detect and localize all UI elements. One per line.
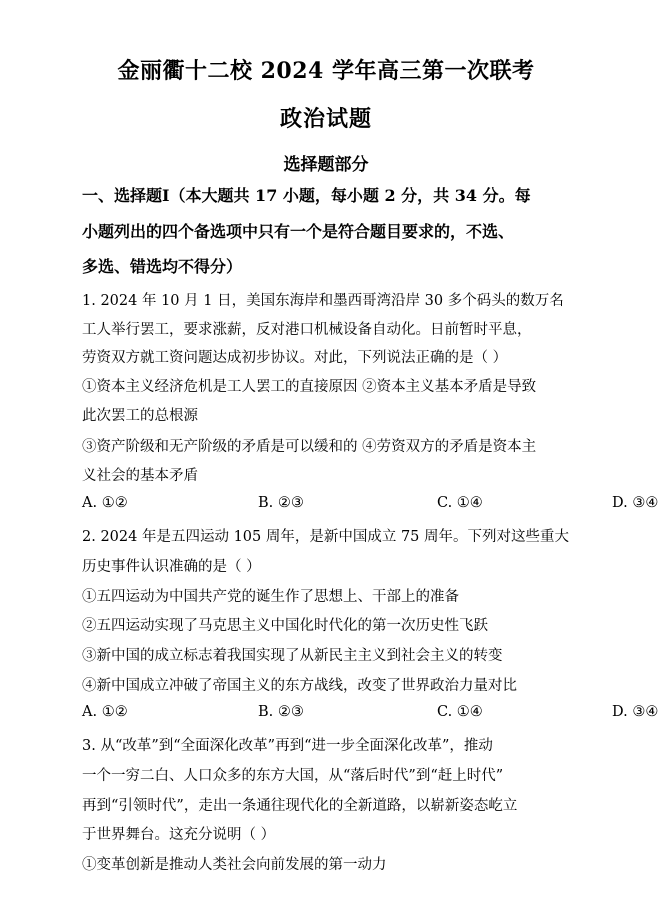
section-line: 小题列出的四个备选项中只有一个是符合题目要求的，不选、 xyxy=(82,222,515,241)
question-text-line: ③资产阶级和无产阶级的矛盾是可以缓和的 ④劳资双方的矛盾是资本主 xyxy=(82,439,537,455)
section-line: 多选、错选均不得分） xyxy=(82,257,243,276)
question-text-line: 再到“引领时代”，走出一条通往现代化的全新道路，以崭新姿态屹立 xyxy=(82,798,518,814)
question-text-line: 1. 2024 年 10 月 1 日，美国东海岸和墨西哥湾沿岸 30 多个码头的数万名 xyxy=(82,293,564,309)
question-text-line: 工人举行罢工，要求涨薪，反对港口机械设备自动化。日前暂时平息， xyxy=(82,322,532,338)
option-c: C. ①④ xyxy=(437,704,483,720)
option-c: C. ①④ xyxy=(437,495,483,511)
section-line: 一、选择题Ⅰ（本大题共 17 小题，每小题 2 分，共 34 分。每 xyxy=(82,186,531,205)
question-text-line: 此次罢工的总根源 xyxy=(82,408,198,424)
question-text-line: ①资本主义经济危机是工人罢工的直接原因 ②资本主义基本矛盾是导致 xyxy=(82,379,537,395)
question-text-line: ③新中国的成立标志着我国实现了从新民主主义到社会主义的转变 xyxy=(82,648,503,664)
question-text-line: 劳资双方就工资问题达成初步协议。对此，下列说法正确的是（ ） xyxy=(82,350,508,366)
option-b: B. ②③ xyxy=(258,704,304,720)
part-title: 选择题部分 xyxy=(283,155,369,175)
question-text-line: ①五四运动为中国共产党的诞生作了思想上、干部上的准备 xyxy=(82,589,459,605)
question-text-line: 2. 2024 年是五四运动 105 周年，是新中国成立 75 周年。下列对这些重大 xyxy=(82,529,570,545)
question-text-line: 于世界舞台。这充分说明（ ） xyxy=(82,827,276,843)
option-a: A. ①② xyxy=(82,704,128,720)
subject-title: 政治试题 xyxy=(279,106,372,132)
question-text-line: 一个一穷二白、人口众多的东方大国，从“落后时代”到“赶上时代” xyxy=(82,768,504,784)
exam-title: 金丽衢十二校 2024 学年高三第一次联考 xyxy=(117,58,535,84)
option-d: D. ③④ xyxy=(612,704,658,720)
question-text-line: ①变革创新是推动人类社会向前发展的第一动力 xyxy=(82,857,387,873)
option-b: B. ②③ xyxy=(258,495,304,511)
question-text-line: 历史事件认识准确的是（ ） xyxy=(82,559,261,575)
question-text-line: ②五四运动实现了马克思主义中国化时代化的第一次历史性飞跃 xyxy=(82,618,488,634)
option-a: A. ①② xyxy=(82,495,128,511)
question-text-line: 义社会的基本矛盾 xyxy=(82,468,198,484)
question-text-line: ④新中国成立冲破了帝国主义的东方战线，改变了世界政治力量对比 xyxy=(82,678,517,694)
question-text-line: 3. 从“改革”到“全面深化改革”再到“进一步全面深化改革”，推动 xyxy=(82,738,493,754)
option-d: D. ③④ xyxy=(612,495,658,511)
